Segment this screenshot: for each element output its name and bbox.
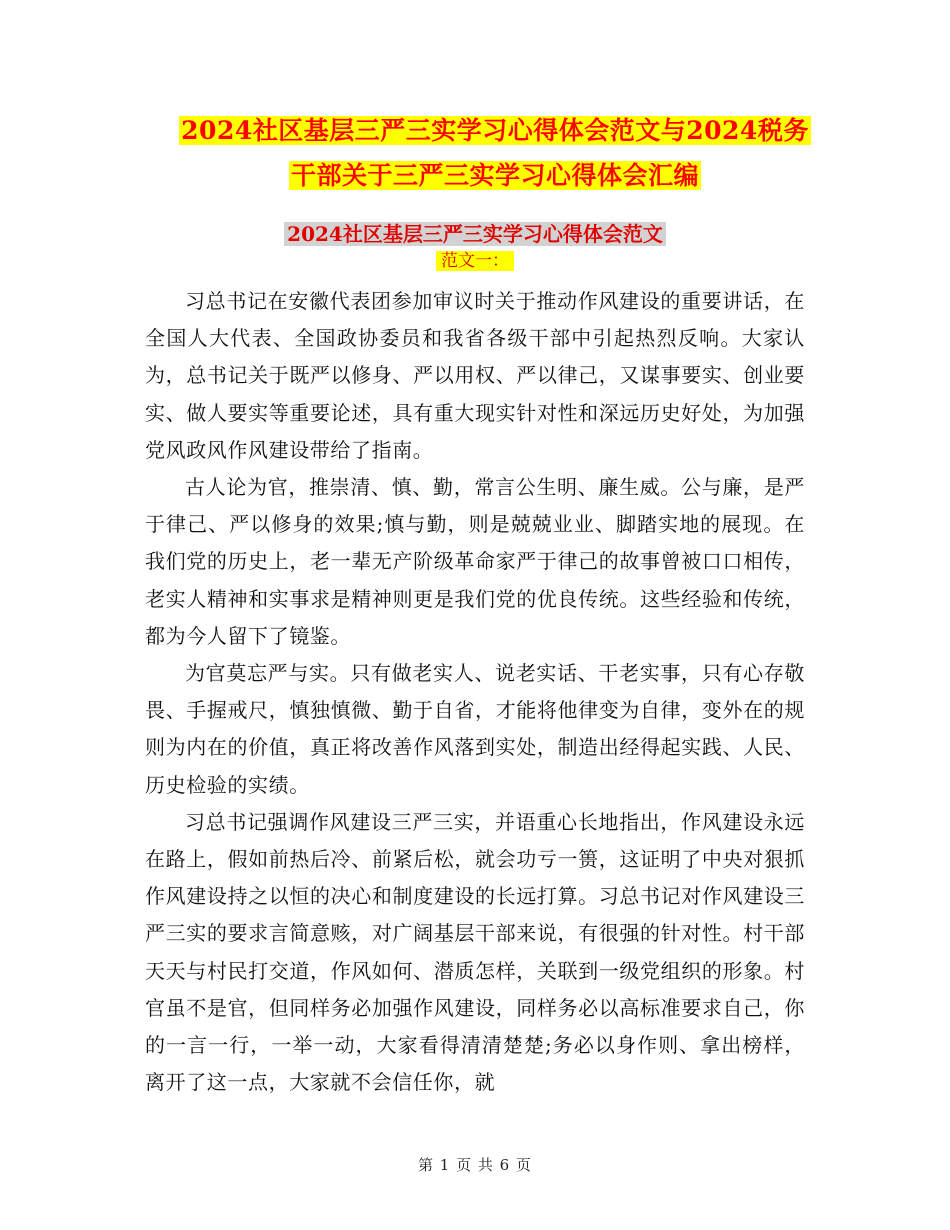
paragraph-2: 古人论为官，推崇清、慎、勤，常言公生明、廉生威。公与廉，是严于律己、严以修身的效果;慎与勤，则是兢兢业业、脚踏实地的展现。在我们党的历史上，老一辈无产阶级革命家严于律己的故事曾被口口相传，老实人精神和实事求是精神则更是我们党的优良传统。这些经验和传统，都为今人留下了镜鉴。: [145, 475, 805, 648]
document-title-line-2: 干部关于三严三实学习心得体会汇编: [290, 161, 699, 190]
section-title: 2024社区基层三严三实学习心得体会范文: [0, 219, 950, 249]
section-label: 范文一：: [0, 249, 950, 273]
paragraph-4: 习总书记强调作风建设三严三实，并语重心长地指出，作风建设永远在路上，假如前热后冷、前紧后松，就会功亏一篑，这证明了中央对狠抓作风建设持之以恒的决心和制度建设的长远打算。习总书记对作风建设三严三实的要求言简意赅，对广阔基层干部来说，有很强的针对性。村干部天天与村民打交道，作风如何、潜质怎样，关联到一级党组织的形象。村官虽不是官，但同样务必加强作风建设，同样务必以高标准要求自己，你的一言一行，一举一动，大家看得清清楚楚;务必以身作则、拿出榜样，离开了这一点，大家就不会信任你，就: [145, 809, 805, 1095]
paragraph-1: 习总书记在安徽代表团参加审议时关于推动作风建设的重要讲话，在全国人大代表、全国政协委员和我省各级干部中引起热烈反响。大家认为，总书记关于既严以修身、严以用权、严以律己，又谋事要实、创业要实、做人要实等重要论述，具有重大现实针对性和深远历史好处，为加强党风政风作风建设带给了指南。: [145, 289, 805, 462]
page-footer: 第 1 页 共 6 页: [418, 1156, 532, 1174]
body-text: [145, 283, 805, 1101]
document-title-line-1: 2024社区基层三严三实学习心得体会范文与2024税务: [181, 116, 809, 145]
paragraph-3: 为官莫忘严与实。只有做老实人、说老实话、干老实事，只有心存敬畏、手握戒尺，慎独慎微、勤于自省，才能将他律变为自律，变外在的规则为内在的价值，真正将改善作风落到实处，制造出经得起实践、人民、历史检验的实绩。: [145, 661, 805, 797]
